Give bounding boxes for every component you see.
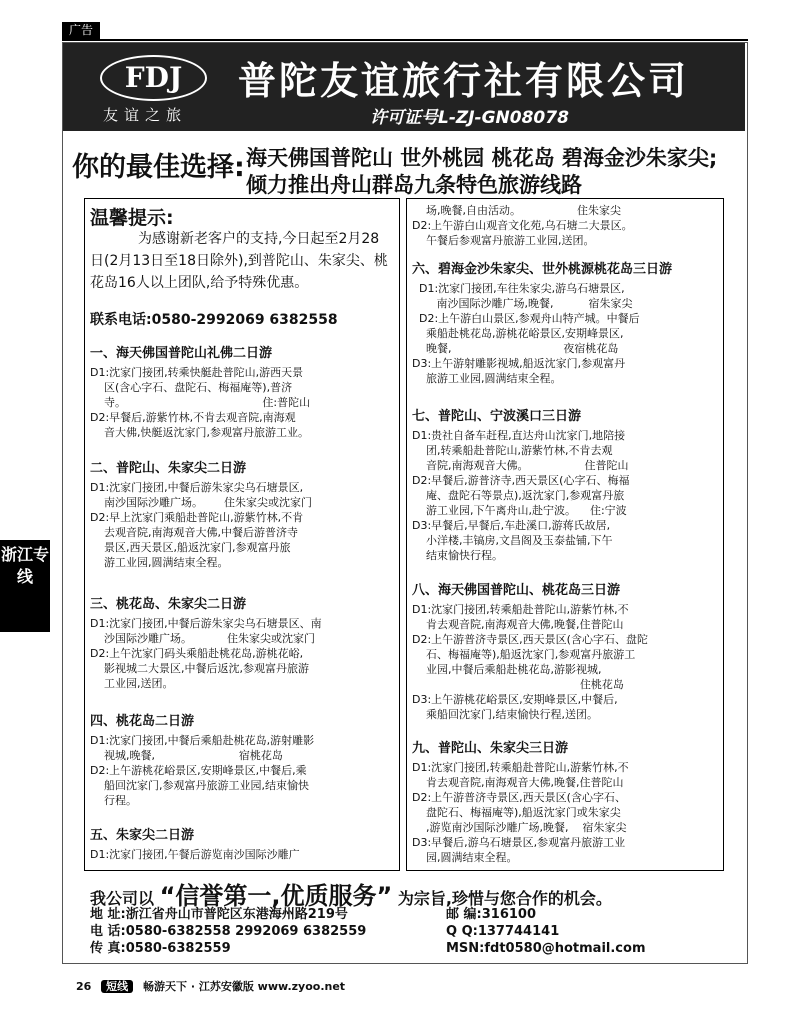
route-title: 六、碧海金沙朱家尖、世外桃源桃花岛三日游 [412, 262, 673, 277]
route-line: 南沙国际沙雕广场,晚餐, 宿朱家尖 [412, 297, 633, 310]
contact-postcode: 邮 编:316100 [446, 907, 536, 922]
route-item [90, 714, 390, 808]
route-line: 石、梅福庵等),船返沈家门,参观富丹旅游工 [412, 648, 636, 661]
slogan-highlight: “信誉第一,优质服务” [159, 882, 393, 910]
contact-address: 地 址:浙江省舟山市普陀区东港海州路219号 [90, 907, 348, 922]
route-line: 盘陀石、梅福庵等),船返沈家门或朱家尖 [412, 806, 621, 819]
slogan-pre: 我公司以 [90, 889, 155, 908]
contact-msn: MSN:fdt0580@hotmail.com [446, 941, 646, 956]
route-line: D1:沈家门接团,中餐后乘船赴桃花岛,游射雕影 [90, 734, 315, 747]
route-line: D2:早上沈家门乘船赴普陀山,游紫竹林,不肯 [90, 511, 304, 524]
contact-qq: Q Q:137744141 [446, 924, 560, 939]
route-line: 影视城二大景区,中餐后返沈,参观富丹旅游 [90, 662, 309, 675]
license-number: 许可证号L-ZJ-GN08078 [370, 108, 569, 128]
route-line: 旅游工业园,圆满结束全程。 [412, 372, 562, 385]
route-line: 场,晚餐,自由活动。 住朱家尖 [412, 204, 621, 217]
route-line: D1:沈家门接团,中餐后游朱家尖乌石塘景区、南 [90, 617, 322, 630]
route-line: D3:上午游桃花峪景区,安期峰景区,中餐后, [412, 693, 618, 706]
route-line: D2:上午游白山观音文化苑,乌石塘二大景区。 [412, 219, 633, 232]
route-line: 景区,西天景区,船返沈家门,参观富丹旅 [90, 541, 291, 554]
banner-line-2: 倾力推出舟山群岛九条特色旅游线路 [246, 173, 582, 197]
route-line: 游工业园,下午离舟山,赴宁波。 住:宁波 [412, 504, 627, 517]
route-line: ,游览南沙国际沙雕广场,晚餐, 宿朱家尖 [412, 821, 627, 834]
route-line: D1:沈家门接团,转乘快艇赴普陀山,游西天景 [90, 366, 304, 379]
route-title: 二、普陀山、朱家尖二日游 [90, 461, 247, 476]
contact-phone: 联系电话:0580-2992069 6382558 [90, 312, 338, 328]
route-title: 四、桃花岛二日游 [90, 714, 195, 729]
route-line: 园,圆满结束全程。 [412, 851, 518, 864]
route-item [412, 583, 712, 722]
notice-text: 为感谢新老客户的支持,今日起至2月28日(2月13日至18日除外),到普陀山、朱家尖、桃花岛16人以上团队,给予特殊优惠。 [90, 231, 388, 291]
route-line: 视城,晚餐, 宿桃花岛 [90, 749, 283, 762]
contact-fax: 传 真:0580-6382559 [90, 941, 231, 956]
route-line: 乘船回沈家门,结束愉快行程,送团。 [412, 708, 598, 721]
route-line: D2:早餐后,游紫竹林,不肯去观音院,南海观 [90, 411, 296, 424]
route-line: D1:贵社自备车赶程,直达舟山沈家门,地陪接 [412, 429, 626, 442]
route-item [412, 409, 712, 563]
route-title: 五、朱家尖二日游 [90, 828, 195, 843]
route-item [90, 461, 390, 570]
route-line: 寺。 住:普陀山 [90, 396, 311, 409]
route-line: 行程。 [90, 794, 137, 807]
route-line: D2:上午游普济寺景区,西天景区(含心字石、盘陀 [412, 633, 648, 646]
route-title: 九、普陀山、朱家尖三日游 [412, 741, 569, 756]
route-item [412, 262, 712, 386]
route-title: 一、海天佛国普陀山礼佛二日游 [90, 346, 273, 361]
route-line: 结束愉快行程。 [412, 549, 503, 562]
route-line: D2:上午游桃花峪景区,安期峰景区,中餐后,乘 [90, 764, 307, 777]
logo-subtitle: 友谊之旅 [103, 106, 188, 124]
route-line: D2:上午游白山景区,参观舟山特产城。中餐后 [412, 312, 640, 325]
page-number: 26 [76, 980, 92, 993]
route-item [412, 203, 712, 248]
contact-phone-line: 电 话:0580-6382558 2992069 6382559 [90, 924, 367, 939]
route-line: 游工业园,圆满结束全程。 [90, 556, 229, 569]
route-line: 区(含心字石、盘陀石、梅福庵等),普济 [90, 381, 293, 394]
route-line: 团,转乘船赴普陀山,游紫竹林,不肯去观 [412, 444, 613, 457]
route-line: 去观音院,南海观音大佛,中餐后游普济寺 [90, 526, 298, 539]
top-rule [62, 39, 748, 41]
route-line: D1:沈家门接团,车往朱家尖,游乌石塘景区, [412, 282, 625, 295]
route-line: 住桃花岛 [412, 678, 624, 691]
route-line: 小洋楼,丰镐房,文昌阁及玉泰盐铺,下午 [412, 534, 613, 547]
route-line: D2:上午游普济寺景区,西天景区(含心字石、 [412, 791, 626, 804]
route-line: D3:早餐后,游乌石塘景区,参观富丹旅游工业 [412, 836, 626, 849]
route-line: 庵、盘陀石等景点),返沈家门,参观富丹旅 [412, 489, 625, 502]
route-line: D2:早餐后,游普济寺,西天景区(心字石、梅福 [412, 474, 630, 487]
route-line: D1:沈家门接团,中餐后游朱家尖乌石塘景区, [90, 481, 304, 494]
route-line: 工业园,送团。 [90, 677, 174, 690]
contact-right [446, 906, 646, 957]
route-title: 三、桃花岛、朱家尖二日游 [90, 597, 247, 612]
route-line: 船回沈家门,参观富丹旅游工业园,结束愉快 [90, 779, 309, 792]
company-logo: FDJ [100, 55, 207, 101]
route-line: D1:沈家门接团,转乘船赴普陀山,游紫竹林,不 [412, 761, 629, 774]
route-line: D2:上午沈家门码头乘船赴桃花岛,游桃花峪, [90, 647, 304, 660]
route-item [90, 346, 390, 440]
route-line: 音大佛,快艇返沈家门,参观富丹旅游工业。 [90, 426, 309, 439]
contact-left [90, 906, 366, 957]
route-line: 沙国际沙雕广场。 住朱家尖或沈家门 [90, 632, 315, 645]
route-line: 音院,南海观音大佛。 住普陀山 [412, 459, 629, 472]
route-item [90, 828, 390, 862]
route-title: 八、海天佛国普陀山、桃花岛三日游 [412, 583, 621, 598]
route-line: 南沙国际沙雕广场。 住朱家尖或沈家门 [90, 496, 312, 509]
route-line: D1:沈家门接团,转乘船赴普陀山,游紫竹林,不 [412, 603, 629, 616]
route-line: D1:沈家门接团,午餐后游览南沙国际沙雕广 [90, 848, 300, 861]
route-item [412, 741, 712, 865]
company-name: 普陀友谊旅行社有限公司 [238, 59, 690, 103]
route-item [90, 597, 390, 691]
notice-title: 温馨提示: [90, 207, 174, 229]
side-tab-zhejiang: 浙江专线 [0, 540, 50, 632]
banner-label: 你的最佳选择: [72, 152, 245, 183]
section-pill: 短线 [101, 980, 133, 993]
route-line: 肯去观音院,南海观音大佛,晚餐,住普陀山 [412, 776, 624, 789]
ad-tag: 广告 [62, 22, 100, 39]
banner-line-1: 海天佛国普陀山 世外桃园 桃花岛 碧海金沙朱家尖; [246, 146, 718, 170]
page-footer [76, 978, 345, 994]
route-line: D3:早餐后,早餐后,车赴溪口,游蒋氏故居, [412, 519, 611, 532]
route-line: 肯去观音院,南海观音大佛,晚餐,住普陀山 [412, 618, 624, 631]
footer-text: 畅游天下 · 江苏安徽版 www.zyoo.net [143, 980, 346, 993]
route-line: 乘船赴桃花岛,游桃花峪景区,安期峰景区, [412, 327, 624, 340]
route-line: 业园,中餐后乘船赴桃花岛,游影视城, [412, 663, 602, 676]
slogan-post: 为宗旨,珍惜与您合作的机会。 [397, 889, 612, 908]
route-line: 午餐后参观富丹旅游工业园,送团。 [412, 234, 595, 247]
route-title: 七、普陀山、宁波溪口三日游 [412, 409, 582, 424]
route-line: 晚餐, 夜宿桃花岛 [412, 342, 619, 355]
route-line: D3:上午游射雕影视城,船返沈家门,参观富丹 [412, 357, 626, 370]
